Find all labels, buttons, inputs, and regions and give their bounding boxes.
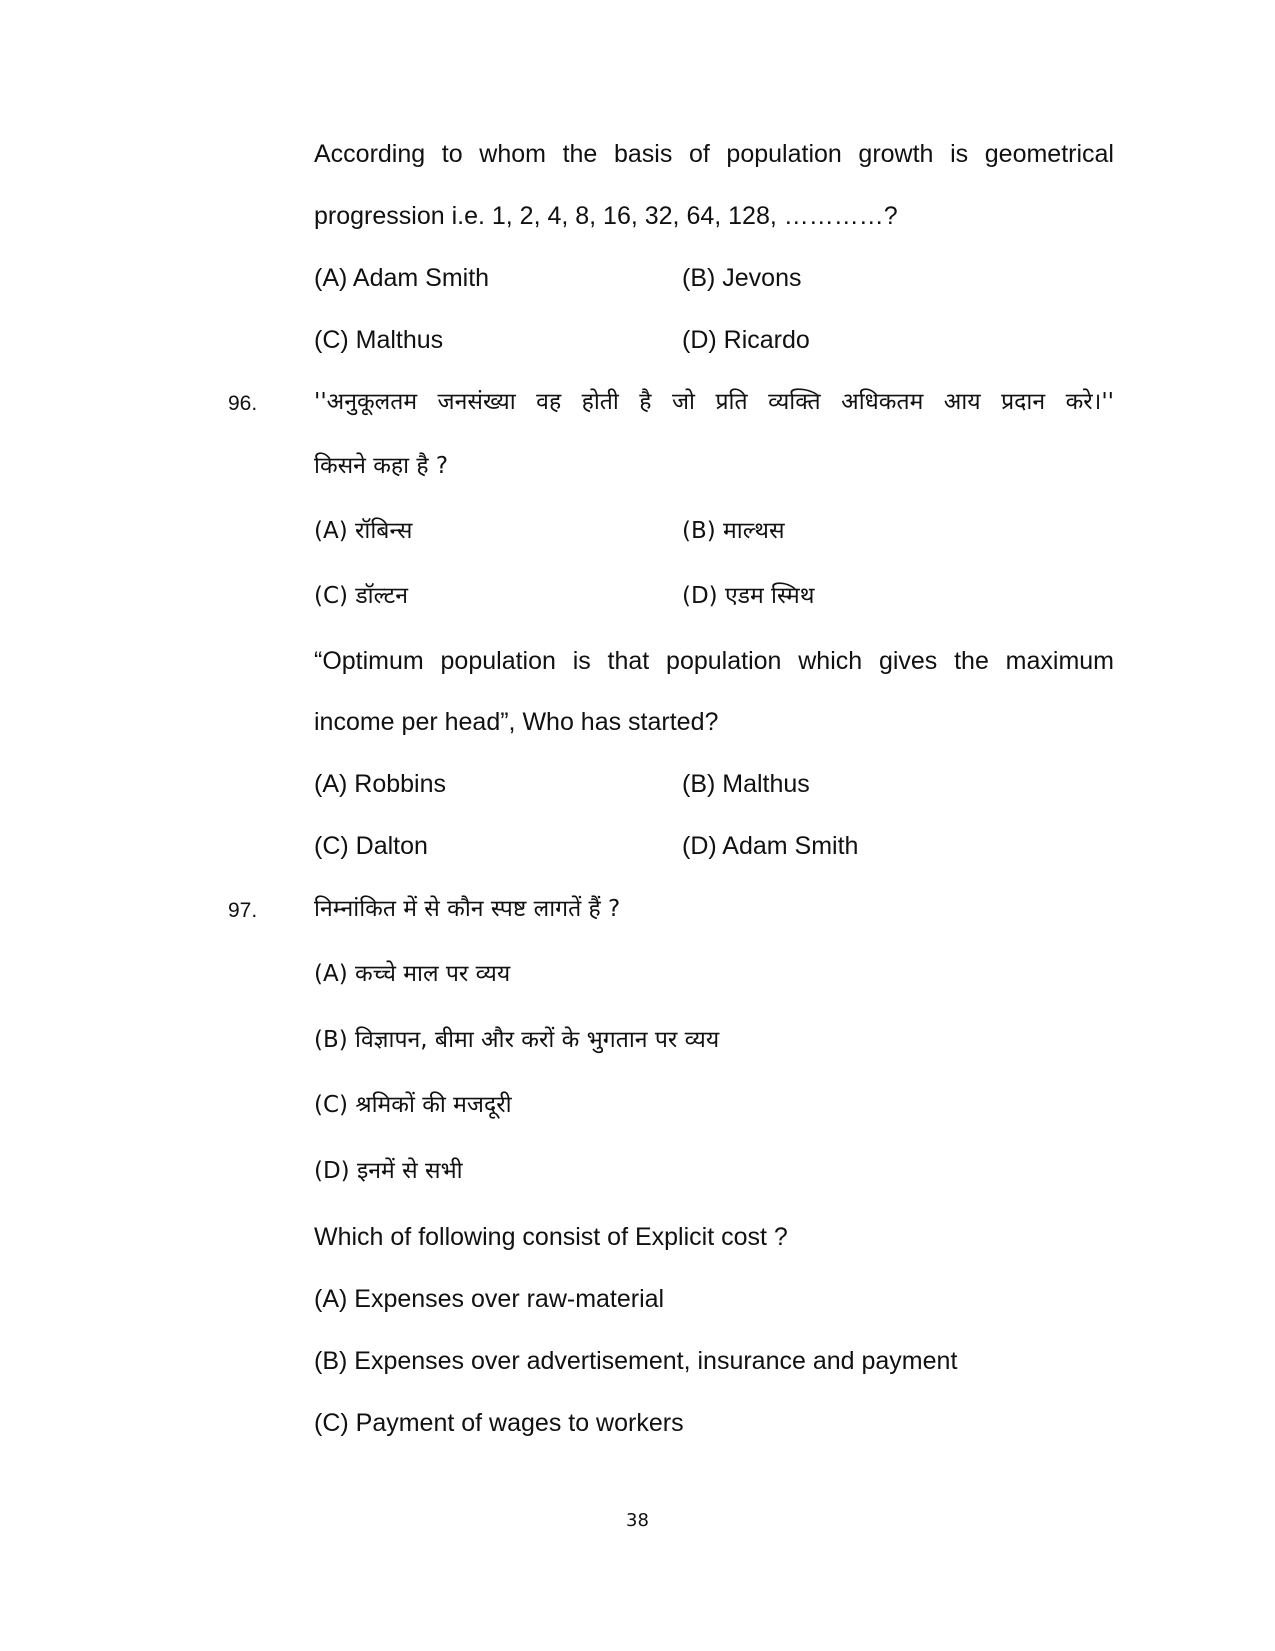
q97-english-option-c: (C) Payment of wages to workers bbox=[314, 1409, 684, 1437]
q96-hindi-option-a: (A) रॉबिन्स bbox=[314, 518, 413, 544]
q96-hindi-line-2: किसने कहा है ? bbox=[314, 453, 449, 479]
q96-english-line-1: “Optimum population is that population which gives the maximum bbox=[314, 647, 1114, 675]
q96-english-option-c: (C) Dalton bbox=[314, 832, 428, 860]
q96-hindi-option-c: (C) डॉल्टन bbox=[314, 583, 408, 609]
q95-option-c: (C) Malthus bbox=[314, 326, 444, 354]
q95-option-d: (D) Ricardo bbox=[682, 326, 810, 354]
q95-option-b: (B) Jevons bbox=[682, 264, 802, 292]
q95-option-a: (A) Adam Smith bbox=[314, 264, 490, 292]
q96-english-line-2: income per head”, Who has started? bbox=[314, 708, 719, 736]
q96-english-option-a: (A) Robbins bbox=[314, 770, 446, 798]
q96-hindi-option-b: (B) माल्थस bbox=[682, 518, 785, 544]
q97-hindi-question: निम्नांकित में से कौन स्पष्ट लागतें हैं ? bbox=[314, 896, 621, 922]
q97-hindi-option-b: (B) विज्ञापन, बीमा और करों के भुगतान पर व्यय bbox=[314, 1027, 720, 1053]
q97-english-question: Which of following consist of Explicit cost ? bbox=[314, 1223, 788, 1251]
page-number: 38 bbox=[626, 1510, 649, 1531]
q96-hindi-option-d: (D) एडम स्मिथ bbox=[682, 583, 815, 609]
q97-hindi-option-a: (A) कच्चे माल पर व्यय bbox=[314, 961, 511, 987]
q97-number: 97. bbox=[228, 899, 258, 922]
q96-hindi-line-1: ''अनुकूलतम जनसंख्या वह होती है जो प्रति व्यक्ति अधिकतम आय प्रदान करे।'' bbox=[314, 389, 1114, 415]
q96-number: 96. bbox=[228, 392, 258, 415]
q97-english-option-b: (B) Expenses over advertisement, insurance and payment bbox=[314, 1347, 958, 1375]
q95-english-line-1: According to whom the basis of population growth is geometrical bbox=[314, 140, 1114, 168]
q96-english-option-d: (D) Adam Smith bbox=[682, 832, 859, 860]
q96-english-option-b: (B) Malthus bbox=[682, 770, 810, 798]
q97-hindi-option-d: (D) इनमें से सभी bbox=[314, 1158, 463, 1184]
q95-english-line-2: progression i.e. 1, 2, 4, 8, 16, 32, 64, 128, …………? bbox=[314, 202, 898, 230]
q97-english-option-a: (A) Expenses over raw-material bbox=[314, 1285, 665, 1313]
q97-hindi-option-c: (C) श्रमिकों की मजदूरी bbox=[314, 1092, 512, 1118]
